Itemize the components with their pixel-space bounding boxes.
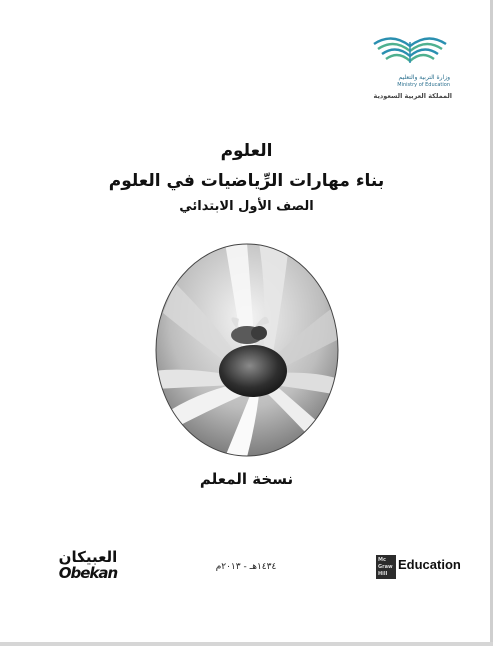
flower-bee-photo [155, 243, 339, 457]
teacher-edition-label: نسخة المعلم [199, 470, 294, 488]
page-edge-bottom [0, 642, 493, 646]
mcgraw-hill-line-1: Mc [378, 557, 386, 563]
mcgraw-hill-logo [376, 555, 396, 579]
title-block [0, 140, 493, 218]
subject-title: العلوم [220, 141, 273, 161]
obekan-arabic-name: العبيكان [58, 548, 118, 566]
mcgraw-hill-line-2: Graw [378, 564, 393, 570]
open-book-icon [368, 30, 452, 70]
ministry-logo [364, 30, 456, 100]
mcgraw-hill-line-3: Hill [378, 571, 388, 577]
ministry-arabic-name: وزارة التربية والتعليم [398, 74, 450, 81]
obekan-logo [54, 549, 124, 583]
grade-title: الصف الأول الابتدائي [179, 199, 314, 214]
ministry-english-name: Ministry of Education [397, 82, 450, 88]
kingdom-name: المملكة العربية السعودية [373, 92, 452, 100]
education-label: Education [398, 557, 461, 572]
publication-year: ١٤٣٤هـ - ٢٠١٣م [215, 562, 277, 572]
obekan-latin-name: Obekan [58, 564, 118, 582]
series-title: بناء مهارات الرِّياضيات في العلوم [108, 171, 385, 191]
